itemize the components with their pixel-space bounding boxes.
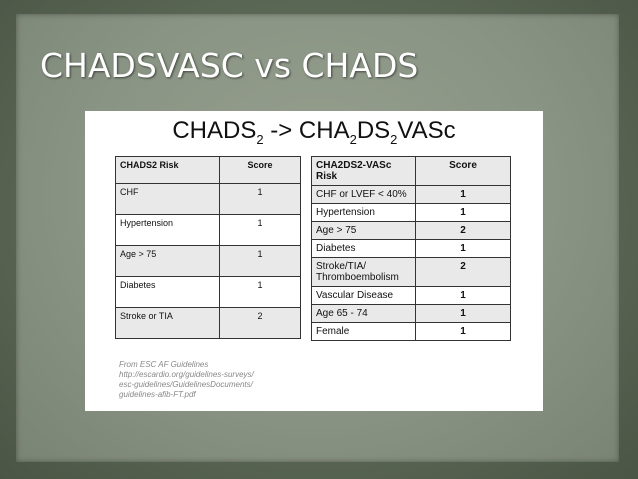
source-note-line: guidelines-afib-FT.pdf <box>119 390 196 399</box>
score-cell: 2 <box>416 222 511 240</box>
comparison-panel <box>85 111 543 411</box>
table-header-row <box>116 157 301 184</box>
table-row <box>116 215 301 246</box>
cha2ds2vasc-table <box>311 156 511 341</box>
score-cell: 1 <box>220 184 301 215</box>
risk-cell: CHF or LVEF < 40% <box>312 186 416 204</box>
risk-cell: Hypertension <box>116 215 220 246</box>
source-note-line: http://escardio.org/guidelines-surveys/ <box>119 370 254 379</box>
source-note-line: From ESC AF Guidelines <box>119 360 209 369</box>
table-row <box>116 277 301 308</box>
table-row <box>116 184 301 215</box>
score-cell: 1 <box>416 204 511 222</box>
risk-cell: Diabetes <box>116 277 220 308</box>
risk-cell: Diabetes <box>312 240 416 258</box>
table-row <box>312 204 511 222</box>
table-row <box>312 258 511 287</box>
score-cell: 1 <box>220 215 301 246</box>
table-row <box>312 305 511 323</box>
panel-title: $CHADS_2$ -> $CHA_2DS_2VASc$ <box>172 117 456 147</box>
table-header-row <box>312 157 511 186</box>
table-row <box>312 222 511 240</box>
column-header: Score <box>220 157 301 184</box>
score-cell: 1 <box>416 323 511 341</box>
column-header: CHADS2 Risk <box>116 157 220 184</box>
risk-cell: Hypertension <box>312 204 416 222</box>
risk-cell: Age > 75 <box>312 222 416 240</box>
score-cell: 1 <box>416 305 511 323</box>
table-row <box>312 323 511 341</box>
risk-cell: Female <box>312 323 416 341</box>
score-cell: 1 <box>220 277 301 308</box>
column-header: CHA2DS2-VASc Risk <box>312 157 416 186</box>
score-cell: 1 <box>416 240 511 258</box>
risk-cell: Age 65 - 74 <box>312 305 416 323</box>
table-row <box>116 246 301 277</box>
source-note <box>119 360 294 400</box>
table-row <box>116 308 301 339</box>
table-row <box>312 186 511 204</box>
risk-cell: Stroke/TIA/ Thromboembolism <box>312 258 416 287</box>
score-cell: 1 <box>416 287 511 305</box>
score-cell: 1 <box>220 246 301 277</box>
score-cell: 2 <box>220 308 301 339</box>
table-row <box>312 287 511 305</box>
risk-cell: CHF <box>116 184 220 215</box>
risk-cell: Vascular Disease <box>312 287 416 305</box>
source-note-line: esc-guidelines/GuidelinesDocuments/ <box>119 380 253 389</box>
column-header: Score <box>416 157 511 186</box>
chads2-table <box>115 156 301 339</box>
score-cell: 2 <box>416 258 511 287</box>
risk-cell: Stroke or TIA <box>116 308 220 339</box>
slide-title: CHADSVASC vs CHADS <box>40 46 419 85</box>
score-cell: 1 <box>416 186 511 204</box>
table-row <box>312 240 511 258</box>
risk-cell: Age > 75 <box>116 246 220 277</box>
